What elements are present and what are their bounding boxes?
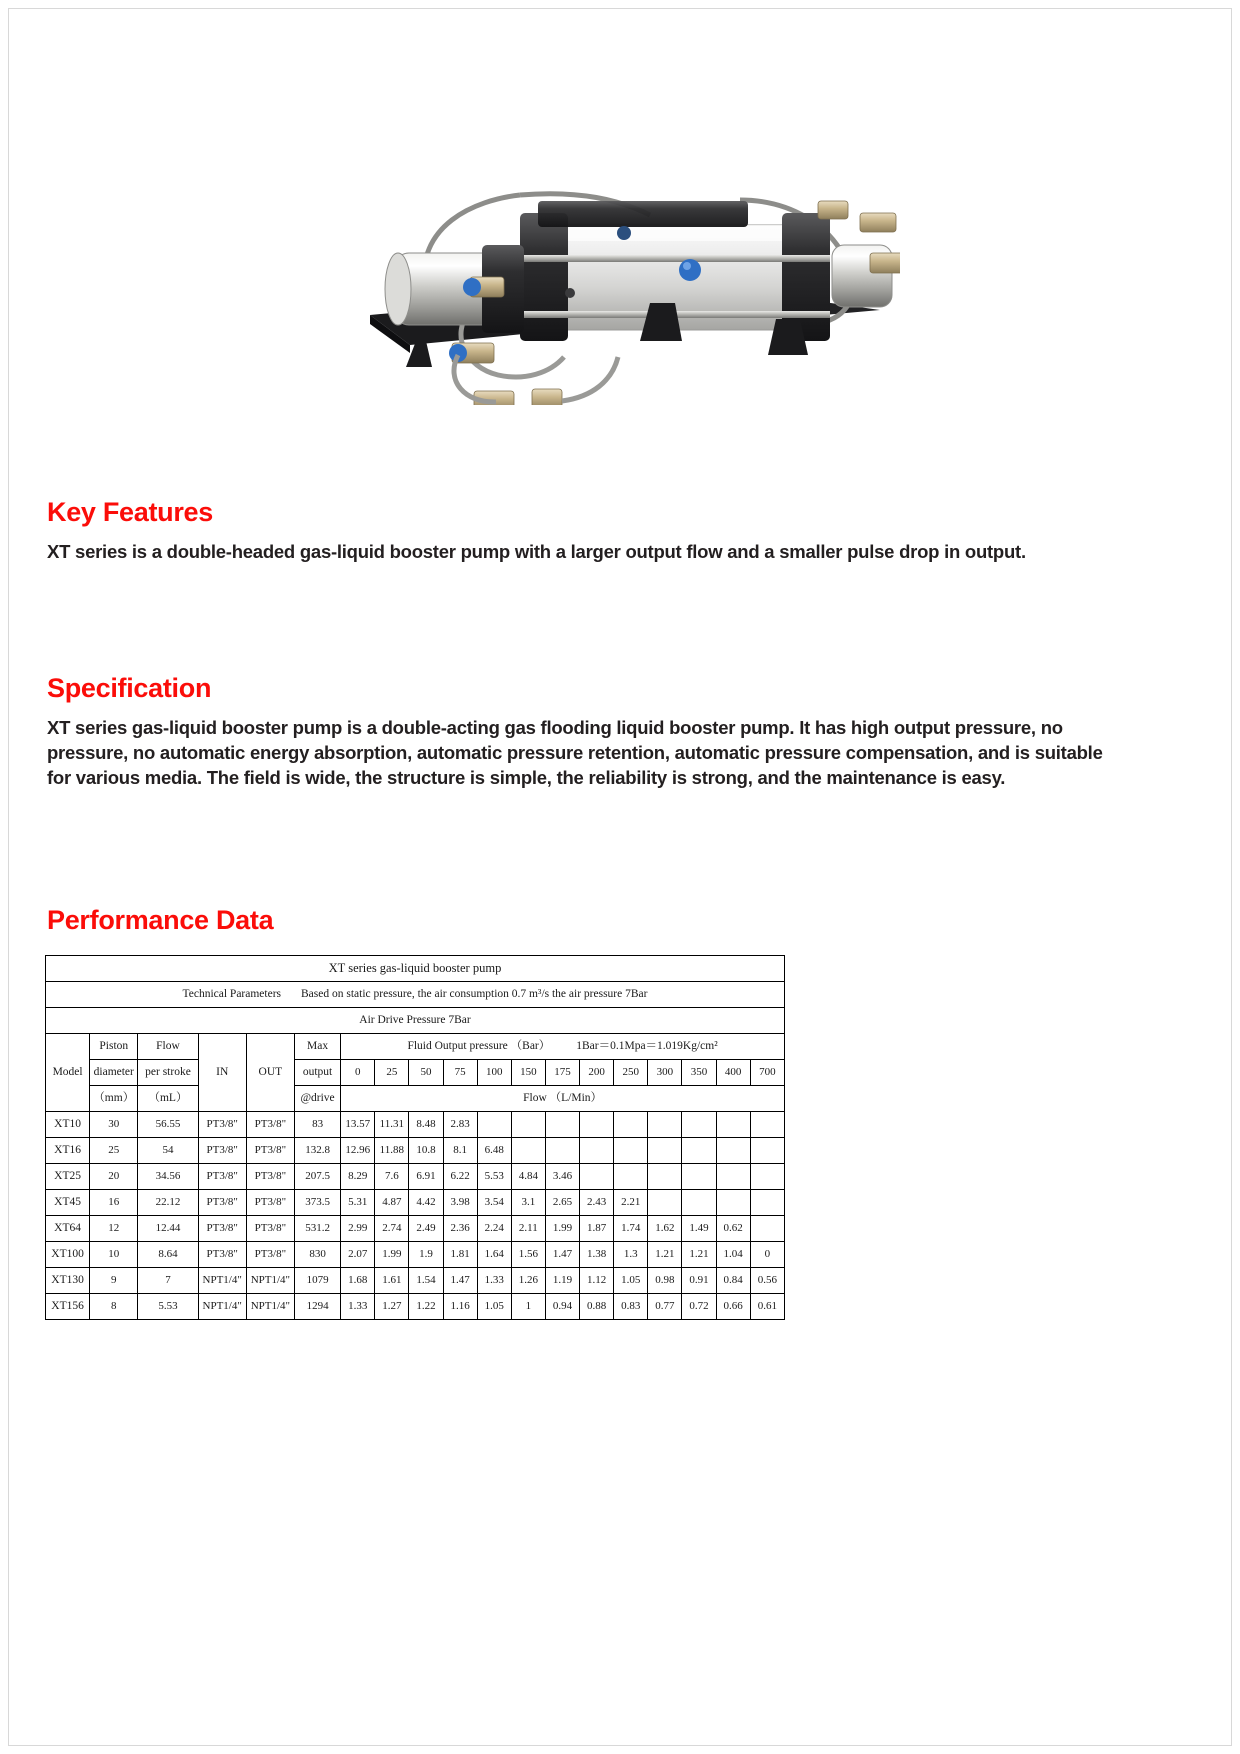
cell-flow-25: 1.27 xyxy=(375,1294,409,1320)
cell-flow-200: 1.38 xyxy=(580,1242,614,1268)
header-max-line1: Max xyxy=(294,1034,340,1060)
cell-piston: 20 xyxy=(90,1164,138,1190)
performance-table-wrapper xyxy=(45,955,785,1320)
section-heading-performance-data: Performance Data xyxy=(47,905,274,935)
cell-flow-350 xyxy=(682,1190,716,1216)
cell-flow-350 xyxy=(682,1164,716,1190)
specification-paragraph: XT series gas-liquid booster pump is a double-acting gas flooding liquid booster pump. It has high output pressure, no pressure, no automatic energy absorption, automatic pressure retention, automatic pressure compensation, and is suitable for various media. The field is wide, the structure is simple, the reliability is strong, and the maintenance is easy. xyxy=(47,717,1103,788)
cell-flow-175: 2.65 xyxy=(545,1190,579,1216)
cell-piston: 16 xyxy=(90,1190,138,1216)
cell-flow-100: 3.54 xyxy=(477,1190,511,1216)
cell-flow-50: 2.49 xyxy=(409,1216,443,1242)
cell-piston: 25 xyxy=(90,1138,138,1164)
cell-flow-350: 1.21 xyxy=(682,1242,716,1268)
cell-flow-700 xyxy=(750,1190,784,1216)
cell-flow-50: 8.48 xyxy=(409,1112,443,1138)
cell-in: PT3/8" xyxy=(198,1216,246,1242)
cell-in: PT3/8" xyxy=(198,1190,246,1216)
table-header-row-3 xyxy=(46,1086,785,1112)
cell-flow-175: 0.94 xyxy=(545,1294,579,1320)
cell-flow: 54 xyxy=(138,1138,198,1164)
cell-in: PT3/8" xyxy=(198,1112,246,1138)
cell-flow-175 xyxy=(545,1112,579,1138)
cell-flow-150: 1.26 xyxy=(511,1268,545,1294)
cell-flow-50: 6.91 xyxy=(409,1164,443,1190)
cell-max: 830 xyxy=(294,1242,340,1268)
cell-flow-50: 1.9 xyxy=(409,1242,443,1268)
header-fluid-output-pressure xyxy=(341,1034,785,1060)
table-row xyxy=(46,1268,785,1294)
cell-flow-0: 2.99 xyxy=(341,1216,375,1242)
table-header-row-2 xyxy=(46,1060,785,1086)
fluid-output-pressure-label: Fluid Output pressure （Bar） xyxy=(407,1039,551,1052)
cell-flow-700: 0 xyxy=(750,1242,784,1268)
cell-flow-400 xyxy=(716,1138,750,1164)
cell-flow-75: 1.16 xyxy=(443,1294,477,1320)
cell-flow-150: 1.56 xyxy=(511,1242,545,1268)
cell-flow-25: 11.31 xyxy=(375,1112,409,1138)
cell-flow-100: 1.33 xyxy=(477,1268,511,1294)
cell-flow-350: 0.91 xyxy=(682,1268,716,1294)
cell-flow-700 xyxy=(750,1138,784,1164)
cell-model: XT64 xyxy=(46,1216,90,1242)
cell-flow-150 xyxy=(511,1112,545,1138)
cell-flow-175: 1.99 xyxy=(545,1216,579,1242)
cell-flow-100: 5.53 xyxy=(477,1164,511,1190)
cell-flow-175: 1.19 xyxy=(545,1268,579,1294)
cell-flow-100: 1.05 xyxy=(477,1294,511,1320)
header-pressure-700: 700 xyxy=(750,1060,784,1086)
cell-model: XT45 xyxy=(46,1190,90,1216)
table-row xyxy=(46,1242,785,1268)
table-title: XT series gas-liquid booster pump xyxy=(46,956,785,982)
header-piston-line1: Piston xyxy=(90,1034,138,1060)
header-pressure-250: 250 xyxy=(614,1060,648,1086)
cell-flow-250: 1.05 xyxy=(614,1268,648,1294)
cell-in: NPT1/4" xyxy=(198,1294,246,1320)
key-features-paragraph: XT series is a double-headed gas-liquid booster pump with a larger output flow and a smaller pulse drop in output. xyxy=(47,541,1026,562)
header-in: IN xyxy=(198,1034,246,1112)
cell-flow-400 xyxy=(716,1190,750,1216)
header-pressure-25: 25 xyxy=(375,1060,409,1086)
cell-flow-200 xyxy=(580,1164,614,1190)
table-row xyxy=(46,1112,785,1138)
cell-flow-250: 1.74 xyxy=(614,1216,648,1242)
cell-flow-50: 1.22 xyxy=(409,1294,443,1320)
header-flow-line2: per stroke xyxy=(138,1060,198,1086)
cell-flow: 12.44 xyxy=(138,1216,198,1242)
header-piston-unit: （mm） xyxy=(90,1086,138,1112)
cell-max: 1294 xyxy=(294,1294,340,1320)
header-pressure-100: 100 xyxy=(477,1060,511,1086)
cell-flow-50: 1.54 xyxy=(409,1268,443,1294)
cell-flow-75: 2.83 xyxy=(443,1112,477,1138)
cell-flow-150: 1 xyxy=(511,1294,545,1320)
cell-in: PT3/8" xyxy=(198,1138,246,1164)
unit-conversion-note: 1Bar＝0.1Mpa＝1.019Kg/cm² xyxy=(576,1039,718,1052)
header-pressure-400: 400 xyxy=(716,1060,750,1086)
cell-flow-300 xyxy=(648,1112,682,1138)
cell-flow-0: 13.57 xyxy=(341,1112,375,1138)
cell-flow: 5.53 xyxy=(138,1294,198,1320)
cell-flow-25: 1.99 xyxy=(375,1242,409,1268)
cell-flow-150: 3.1 xyxy=(511,1190,545,1216)
cell-flow-400: 0.84 xyxy=(716,1268,750,1294)
cell-flow: 34.56 xyxy=(138,1164,198,1190)
header-flow-line1: Flow xyxy=(138,1034,198,1060)
cell-flow-100: 6.48 xyxy=(477,1138,511,1164)
cell-model: XT156 xyxy=(46,1294,90,1320)
table-row xyxy=(46,1164,785,1190)
cell-flow-300: 0.98 xyxy=(648,1268,682,1294)
table-header-row-1 xyxy=(46,1034,785,1060)
cell-flow-200 xyxy=(580,1138,614,1164)
cell-max: 132.8 xyxy=(294,1138,340,1164)
cell-flow-300: 1.62 xyxy=(648,1216,682,1242)
cell-flow: 8.64 xyxy=(138,1242,198,1268)
cell-in: PT3/8" xyxy=(198,1242,246,1268)
header-out: OUT xyxy=(246,1034,294,1112)
cell-flow-175 xyxy=(545,1138,579,1164)
cell-flow-300 xyxy=(648,1164,682,1190)
product-image xyxy=(220,105,900,405)
section-heading-key-features: Key Features xyxy=(47,497,213,527)
header-pressure-175: 175 xyxy=(545,1060,579,1086)
cell-flow-200: 1.87 xyxy=(580,1216,614,1242)
cell-flow-350 xyxy=(682,1138,716,1164)
cell-flow-150: 4.84 xyxy=(511,1164,545,1190)
cell-flow-25: 7.6 xyxy=(375,1164,409,1190)
cell-flow: 22.12 xyxy=(138,1190,198,1216)
cell-flow-150 xyxy=(511,1138,545,1164)
cell-flow-175: 3.46 xyxy=(545,1164,579,1190)
header-max-line3: @drive xyxy=(294,1086,340,1112)
cell-flow-700: 0.61 xyxy=(750,1294,784,1320)
cell-model: XT25 xyxy=(46,1164,90,1190)
cell-flow-75: 3.98 xyxy=(443,1190,477,1216)
cell-flow-175: 1.47 xyxy=(545,1242,579,1268)
table-row xyxy=(46,1216,785,1242)
cell-piston: 12 xyxy=(90,1216,138,1242)
cell-piston: 10 xyxy=(90,1242,138,1268)
cell-flow-75: 1.47 xyxy=(443,1268,477,1294)
table-row xyxy=(46,1138,785,1164)
cell-flow-250: 0.83 xyxy=(614,1294,648,1320)
table-title-row xyxy=(46,956,785,982)
cell-flow-25: 11.88 xyxy=(375,1138,409,1164)
cell-flow-0: 1.68 xyxy=(341,1268,375,1294)
table-air-drive-row xyxy=(46,1008,785,1034)
cell-max: 207.5 xyxy=(294,1164,340,1190)
cell-flow-100: 2.24 xyxy=(477,1216,511,1242)
cell-out: PT3/8" xyxy=(246,1112,294,1138)
cell-flow-400: 0.66 xyxy=(716,1294,750,1320)
cell-flow-0: 12.96 xyxy=(341,1138,375,1164)
cell-flow-700 xyxy=(750,1112,784,1138)
cell-flow-25: 1.61 xyxy=(375,1268,409,1294)
performance-table xyxy=(45,955,785,1320)
technical-parameters-note xyxy=(46,982,785,1008)
cell-flow-50: 4.42 xyxy=(409,1190,443,1216)
cell-out: PT3/8" xyxy=(246,1164,294,1190)
cell-flow-75: 6.22 xyxy=(443,1164,477,1190)
cell-flow-75: 2.36 xyxy=(443,1216,477,1242)
cell-flow-350: 0.72 xyxy=(682,1294,716,1320)
table-row xyxy=(46,1294,785,1320)
cell-flow-350: 1.49 xyxy=(682,1216,716,1242)
cell-flow-700 xyxy=(750,1216,784,1242)
cell-flow-250: 1.3 xyxy=(614,1242,648,1268)
header-pressure-300: 300 xyxy=(648,1060,682,1086)
cell-flow-100 xyxy=(477,1112,511,1138)
header-pressure-50: 50 xyxy=(409,1060,443,1086)
technical-parameters-label: Technical Parameters xyxy=(182,987,282,1000)
cell-flow-400: 1.04 xyxy=(716,1242,750,1268)
cell-flow-25: 4.87 xyxy=(375,1190,409,1216)
cell-flow-0: 8.29 xyxy=(341,1164,375,1190)
cell-flow-25: 2.74 xyxy=(375,1216,409,1242)
header-pressure-75: 75 xyxy=(443,1060,477,1086)
cell-in: NPT1/4" xyxy=(198,1268,246,1294)
cell-out: NPT1/4" xyxy=(246,1268,294,1294)
cell-flow: 7 xyxy=(138,1268,198,1294)
cell-piston: 9 xyxy=(90,1268,138,1294)
cell-flow-250: 2.21 xyxy=(614,1190,648,1216)
cell-flow-200: 2.43 xyxy=(580,1190,614,1216)
cell-flow-200 xyxy=(580,1112,614,1138)
cell-flow-0: 2.07 xyxy=(341,1242,375,1268)
header-model: Model xyxy=(46,1034,90,1112)
cell-flow-150: 2.11 xyxy=(511,1216,545,1242)
section-heading-specification: Specification xyxy=(47,673,212,703)
cell-flow-700: 0.56 xyxy=(750,1268,784,1294)
cell-out: NPT1/4" xyxy=(246,1294,294,1320)
cell-flow-300 xyxy=(648,1190,682,1216)
cell-flow-75: 8.1 xyxy=(443,1138,477,1164)
cell-flow-250 xyxy=(614,1164,648,1190)
cell-flow-300: 1.21 xyxy=(648,1242,682,1268)
cell-out: PT3/8" xyxy=(246,1190,294,1216)
cell-flow-50: 10.8 xyxy=(409,1138,443,1164)
header-max-line2: output xyxy=(294,1060,340,1086)
cell-out: PT3/8" xyxy=(246,1138,294,1164)
cell-flow-400: 0.62 xyxy=(716,1216,750,1242)
header-pressure-150: 150 xyxy=(511,1060,545,1086)
cell-model: XT100 xyxy=(46,1242,90,1268)
cell-piston: 30 xyxy=(90,1112,138,1138)
technical-parameters-value: Based on static pressure, the air consumption 0.7 m³/s the air pressure 7Bar xyxy=(301,987,648,1000)
cell-piston: 8 xyxy=(90,1294,138,1320)
cell-flow-300: 0.77 xyxy=(648,1294,682,1320)
header-pressure-0: 0 xyxy=(341,1060,375,1086)
cell-out: PT3/8" xyxy=(246,1242,294,1268)
header-flow-units: Flow （L/Min） xyxy=(341,1086,785,1112)
cell-model: XT10 xyxy=(46,1112,90,1138)
cell-flow-400 xyxy=(716,1164,750,1190)
cell-flow-200: 0.88 xyxy=(580,1294,614,1320)
cell-flow-400 xyxy=(716,1112,750,1138)
cell-flow-700 xyxy=(750,1164,784,1190)
cell-flow: 56.55 xyxy=(138,1112,198,1138)
header-pressure-200: 200 xyxy=(580,1060,614,1086)
cell-flow-0: 5.31 xyxy=(341,1190,375,1216)
header-pressure-350: 350 xyxy=(682,1060,716,1086)
air-drive-pressure: Air Drive Pressure 7Bar xyxy=(46,1008,785,1034)
cell-flow-75: 1.81 xyxy=(443,1242,477,1268)
cell-out: PT3/8" xyxy=(246,1216,294,1242)
cell-model: XT130 xyxy=(46,1268,90,1294)
cell-in: PT3/8" xyxy=(198,1164,246,1190)
table-row xyxy=(46,1190,785,1216)
header-piston-line2: diameter xyxy=(90,1060,138,1086)
cell-flow-200: 1.12 xyxy=(580,1268,614,1294)
cell-flow-300 xyxy=(648,1138,682,1164)
cell-flow-0: 1.33 xyxy=(341,1294,375,1320)
cell-flow-250 xyxy=(614,1138,648,1164)
cell-max: 83 xyxy=(294,1112,340,1138)
cell-flow-100: 1.64 xyxy=(477,1242,511,1268)
table-tech-note-row xyxy=(46,982,785,1008)
cell-flow-250 xyxy=(614,1112,648,1138)
cell-max: 373.5 xyxy=(294,1190,340,1216)
header-flow-unit: （mL） xyxy=(138,1086,198,1112)
cell-max: 531.2 xyxy=(294,1216,340,1242)
cell-max: 1079 xyxy=(294,1268,340,1294)
cell-model: XT16 xyxy=(46,1138,90,1164)
cell-flow-350 xyxy=(682,1112,716,1138)
product-illustration xyxy=(220,105,900,405)
